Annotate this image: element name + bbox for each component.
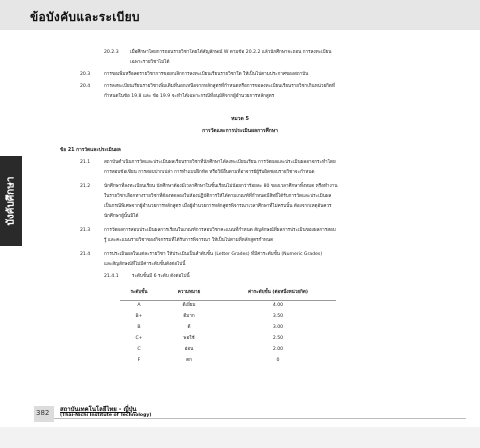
bottom-strip xyxy=(0,427,480,448)
item-number: 20.4 xyxy=(80,84,91,89)
table-row xyxy=(120,355,336,366)
table-row xyxy=(120,311,336,322)
table-row xyxy=(120,322,336,333)
footer-institute-en: (Thai-Nichi Institute of Technology) xyxy=(60,413,152,418)
chapter-heading: หมวด 5 xyxy=(231,116,249,122)
grade-letter: F xyxy=(137,358,141,363)
grade-letter: B xyxy=(137,325,141,330)
table-row xyxy=(120,344,336,355)
sub-item-number: 21.4.1 xyxy=(104,274,119,279)
column-header: ค่าระดับขั้น (ต่อหนึ่งหน่วยกิต) xyxy=(220,286,336,300)
page-number: 382 xyxy=(36,409,50,417)
grade-meaning: ดี xyxy=(187,325,191,330)
item-line: นักศึกษาที่ลงทะเบียนเรียน นักศึกษาต้องมีเวลาศึกษาในชั้นเรียนไม่น้อยกว่าร้อยละ 80 ของเวลาศึกษาทั้งหมด หรือทำงาน xyxy=(104,184,338,189)
item-number: 21.1 xyxy=(80,160,91,165)
item-line: ในรายวิชาเลือกทางรายวิชาที่ต้องทดลองในห้องปฏิบัติการให้ได้ตามเกณฑ์ที่กำหนดมีสิทธิ์ได้รับการวัดและประเมินผล xyxy=(104,194,332,199)
item-line: นักศึกษาผู้นั้นมิได้ xyxy=(104,214,139,219)
item-line: การประเมินผลในแต่ละรายวิชา ให้ประเมินเป็นลำดับขั้น (Letter Grades) ที่มีค่าระดับขั้น (Numeric Grades) xyxy=(104,252,323,257)
column-header: ระดับขั้น xyxy=(120,286,158,300)
item-line: การวัดผลการสอบประเมินผลการเรียนในเกณฑ์การสอบวิชาคะแนนที่กำหนด สัญลักษณ์ที่ผลการประเมินของผลการสอบ xyxy=(104,228,336,233)
grade-letter: C+ xyxy=(135,336,143,341)
chapter-title: การวัดและการประเมินผลการศึกษา xyxy=(202,128,278,134)
item-line: การขอเพิ่มหรือลดรายวิชาการขอยกเลิกการลงทะเบียนเรียนรายวิชาใด ให้เป็นไปตามประกาศของสถาบัน xyxy=(104,72,309,77)
grade-value: 0 xyxy=(276,358,280,363)
side-tab-label: บังคับศึกษา xyxy=(5,176,17,226)
grade-value: 4.00 xyxy=(272,303,284,309)
grade-meaning: พอใช้ xyxy=(183,336,195,341)
item-number: 21.3 xyxy=(80,228,91,233)
article-heading: ข้อ 21 การวัดและประเมินผล xyxy=(60,148,121,153)
item-line: การสอบข้อเขียน การสอบปากเปล่า การทำแบบฝึกหัด หรือวิธีอื่นตามที่อาจารย์ผู้รับผิดชอบรายวิชาจะกำหนด xyxy=(104,170,315,175)
grade-value: 3.50 xyxy=(272,314,284,319)
item-line: การลงทะเบียนเรียนรายวิชาเพิ่มเติมที่นอกเหนือจากหลักสูตรที่กำหนดหรือการขอลงทะเบียนเรียนรายวิชาเกินหน่วยกิตที่ xyxy=(104,84,335,89)
item-line: เป็นกรณีพิเศษจากผู้อำนวยการหลักสูตร เมื่อผู้อำนวยการหลักสูตรพิจารณาเวลาศึกษาที่ไม่ครบนั้น ต้องจากเหตุอันควร xyxy=(104,204,332,209)
grade-value: 3.00 xyxy=(272,325,284,330)
grade-meaning: อ่อน xyxy=(184,347,194,352)
grade-value: 2.50 xyxy=(272,336,284,341)
grade-letter: A xyxy=(137,303,141,309)
column-header: ความหมาย xyxy=(158,286,220,300)
grade-letter: B+ xyxy=(135,314,143,319)
item-line: และสัญลักษณ์ที่ไม่มีค่าระดับขั้นดังต่อไปนี้ xyxy=(104,262,186,267)
grade-meaning: ตก xyxy=(186,358,192,363)
table-row xyxy=(120,333,336,344)
item-number: 21.4 xyxy=(80,252,91,257)
page-header-title: ข้อบังคับและระเบียบ xyxy=(30,10,140,24)
item-number: 20.3 xyxy=(80,72,91,77)
grade-letter: C xyxy=(137,347,141,352)
table-header-row xyxy=(120,286,336,300)
item-line: เฉพาะรายวิชาไม่ได้ xyxy=(130,60,170,65)
item-line: รู้ และคะแนนรายวิชาของกิจกรรมที่ได้รับการพิจารณา ให้เป็นไปตามที่หลักสูตรกำหนด xyxy=(104,238,274,243)
grades-table xyxy=(120,286,336,366)
grade-meaning: ดีมาก xyxy=(183,314,195,319)
sub-item-text: ระดับขั้นมี 6 ระดับ ดังต่อไปนี้ xyxy=(132,274,190,279)
item-number: 21.2 xyxy=(80,184,91,189)
grade-meaning: ดีเยี่ยม xyxy=(182,303,196,309)
item-line: สถาบันดำเนินการวัดและประเมินผลเรียนรายวิชาที่นักศึกษาได้ลงทะเบียนเรียน การวัดผลและประเมินผลอาจกระทำโดย xyxy=(104,160,336,165)
footer-divider xyxy=(54,418,466,419)
item-line: เมื่อศึกษาโดยการถอนรายวิชาโดยได้สัญลักษณ์ W ตามข้อ 20.2.2 แล้วนักศึกษาจะถอน การลงทะเบียน xyxy=(130,50,332,55)
item-number: 20.2.3 xyxy=(104,50,119,55)
item-line: กำหนดในข้อ 19.8 และ ข้อ 19.9 จะทำได้เฉพาะกรณีที่อนุมัติจากผู้อำนวยการหลักสูตร xyxy=(104,94,275,99)
table-row xyxy=(120,300,336,311)
footer-institute-thai: สถาบันเทคโนโลยีไทย - ญี่ปุ่น xyxy=(60,406,137,413)
grade-value: 2.00 xyxy=(272,347,284,352)
